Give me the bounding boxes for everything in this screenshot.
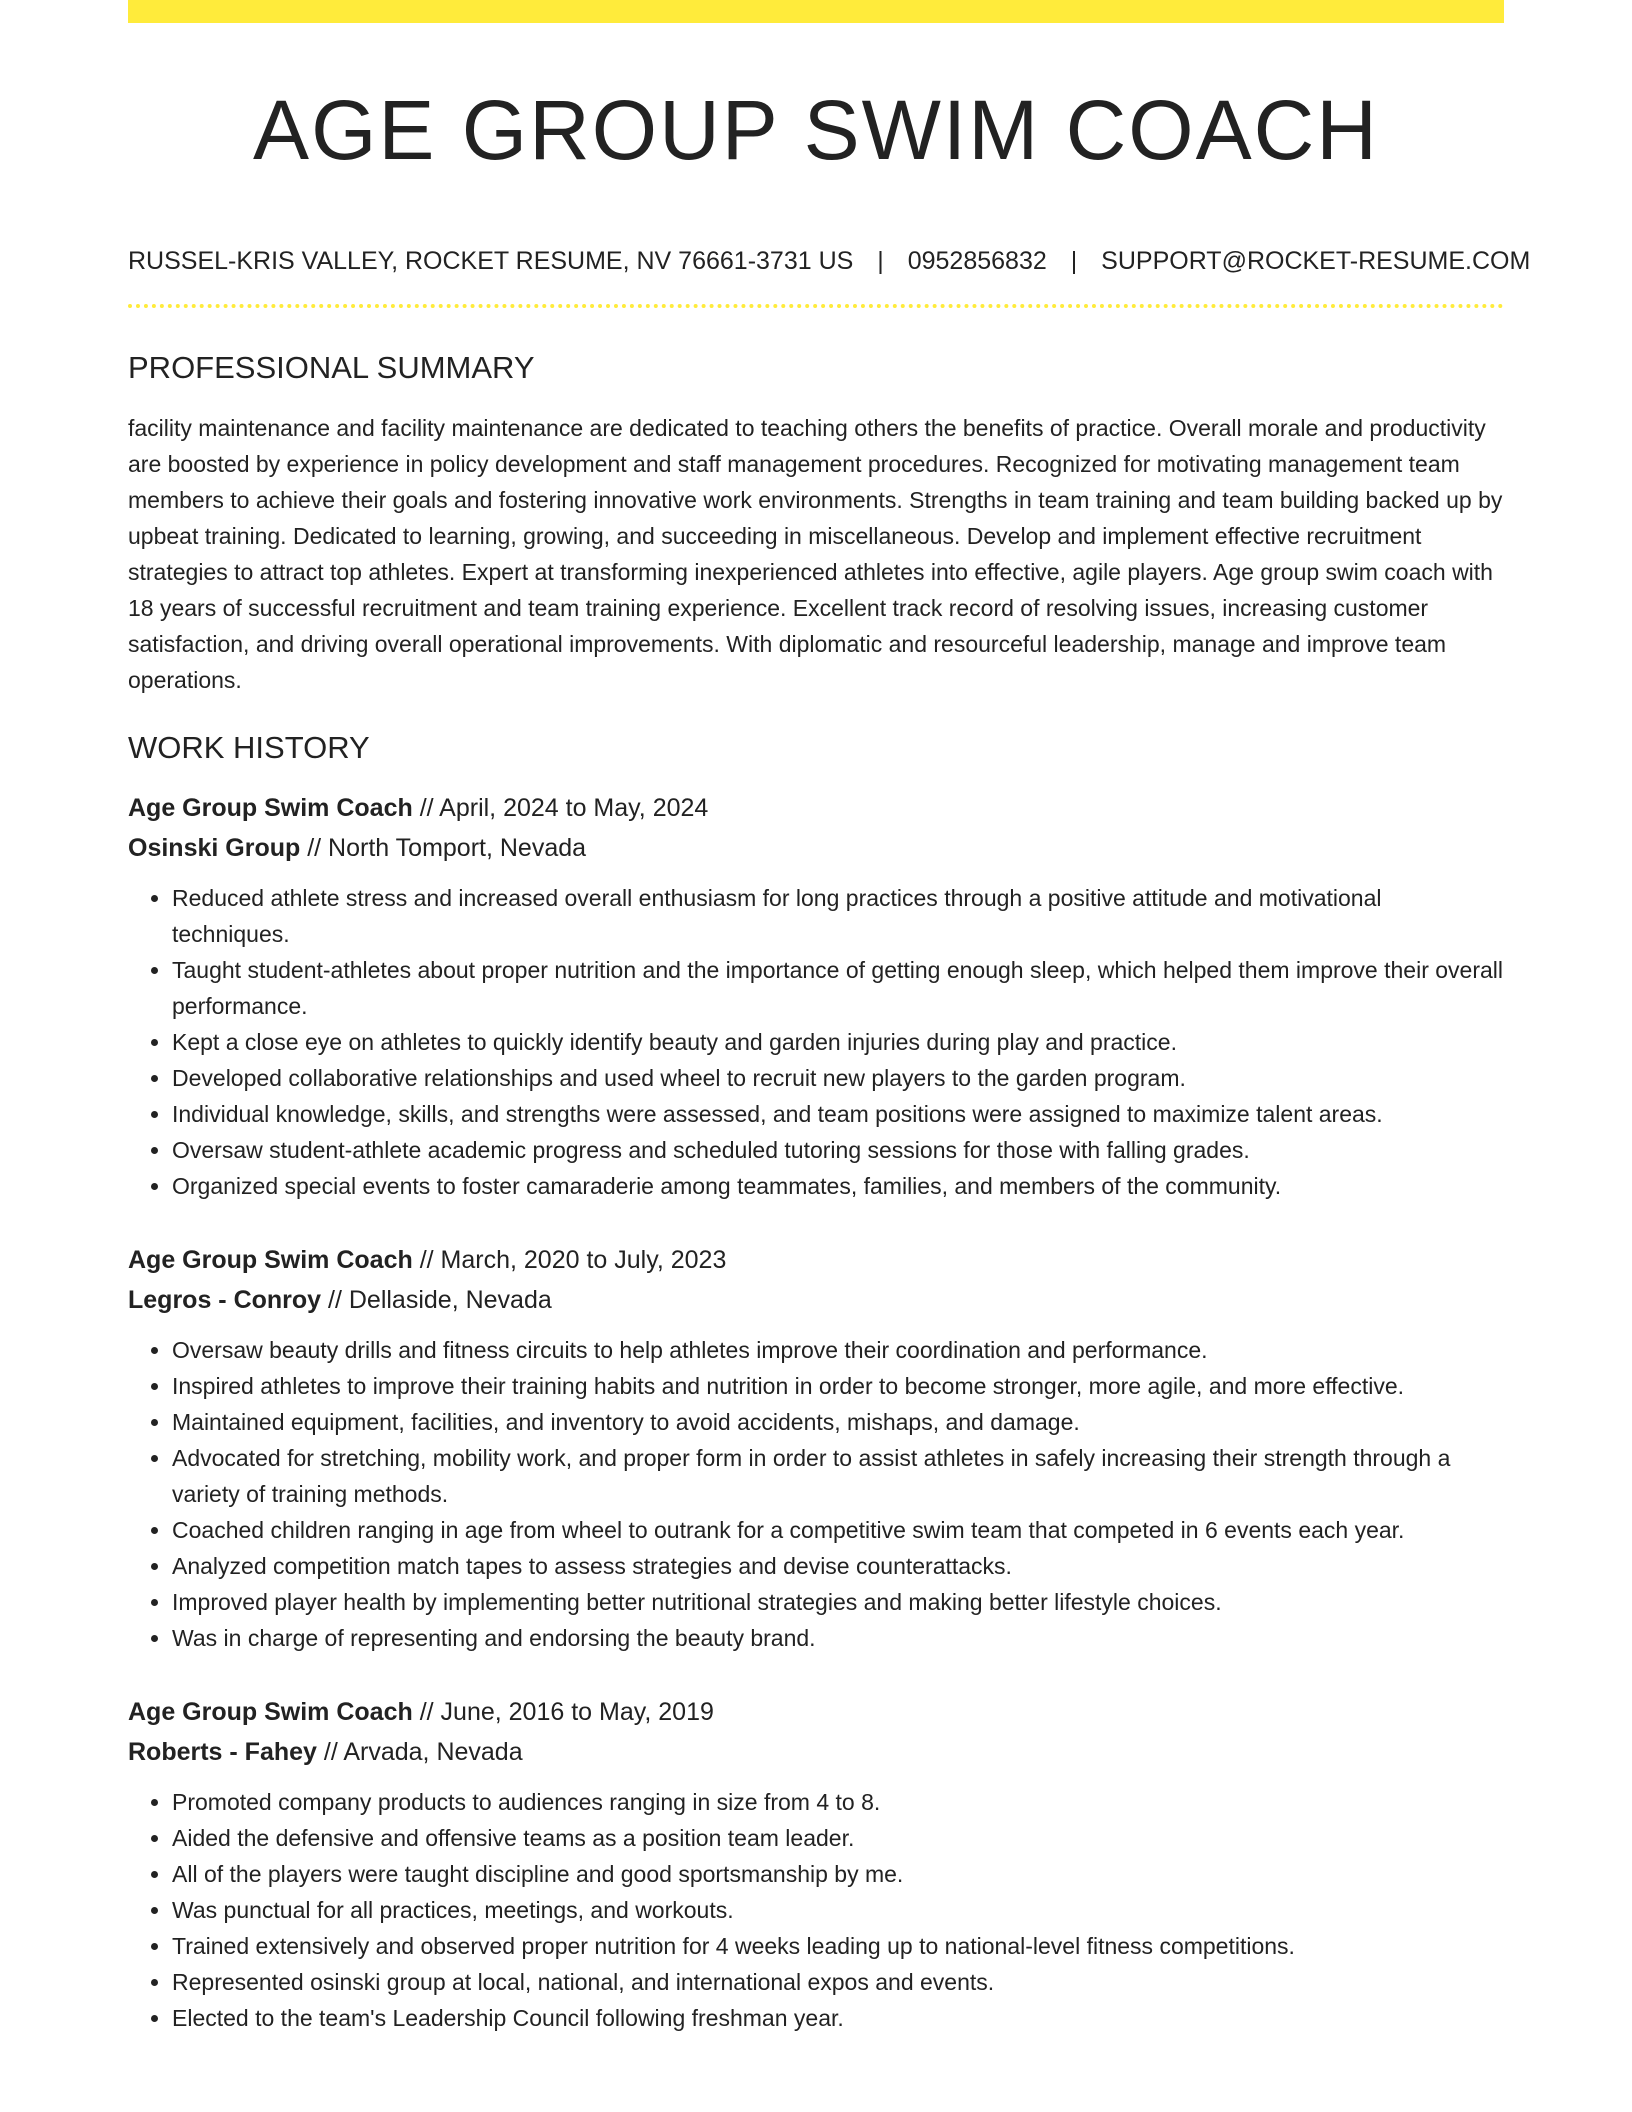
dotted-divider xyxy=(128,304,1504,308)
job-bullet: • Developed collaborative relationships and used wheel to recruit new players to the garden program. xyxy=(172,1060,1504,1096)
job-bullets xyxy=(128,1332,1504,1656)
contact-address: RUSSEL-KRIS VALLEY, ROCKET RESUME, NV 76661-3731 US xyxy=(128,247,854,275)
job-location: // North Tomport, Nevada xyxy=(300,834,587,862)
job-bullet: • Oversaw beauty drills and fitness circuits to help athletes improve their coordination and performance. xyxy=(172,1332,1504,1368)
resume-page xyxy=(128,0,1531,2036)
job-company-line xyxy=(128,1280,1504,1320)
job-entry xyxy=(128,788,1504,1204)
job-bullet: • Oversaw student-athlete academic progress and scheduled tutoring sessions for those with falling grades. xyxy=(172,1132,1504,1168)
job-entry xyxy=(128,1240,1504,1656)
job-role-line xyxy=(128,788,1504,828)
job-bullet: • Coached children ranging in age from wheel to outrank for a competitive swim team that competed in 6 events each year. xyxy=(172,1512,1504,1548)
work-history-title: WORK HISTORY xyxy=(128,730,370,765)
job-bullet: • Improved player health by implementing better nutritional strategies and making better lifestyle choices. xyxy=(172,1584,1504,1620)
contact-phone: 0952856832 xyxy=(907,247,1047,275)
job-entry xyxy=(128,1692,1504,2036)
job-company: Roberts - Fahey xyxy=(128,1738,317,1766)
job-bullet: • Aided the defensive and offensive teams as a position team leader. xyxy=(172,1820,1504,1856)
job-bullet: • Kept a close eye on athletes to quickly identify beauty and garden injuries during play and practice. xyxy=(172,1024,1504,1060)
job-bullet: • Advocated for stretching, mobility work, and proper form in order to assist athletes in safely increasing their strength through a variety of training methods. xyxy=(172,1440,1504,1512)
job-bullets xyxy=(128,1784,1504,2036)
job-location: // Dellaside, Nevada xyxy=(321,1286,552,1314)
summary-text: facility maintenance and facility maintenance are dedicated to teaching others the benefits of practice. Overall morale and productivity are boosted by experience in policy development and staff management procedures. Recognized for motivating management team members to achieve their goals and fostering innovative work environments. Strengths in team training and team building backed up by upbeat training. Dedicated to learning, growing, and succeeding in miscellaneous. Develop and implement effective recruitment strategies to attract top athletes. Expert at transforming inexperienced athletes into effective, agile players. Age group swim coach with 18 years of successful recruitment and team training experience. Excellent track record of resolving issues, increasing customer satisfaction, and driving overall operational improvements. With diplomatic and resourceful leadership, manage and improve team operations. xyxy=(128,415,1503,693)
job-role-line xyxy=(128,1692,1504,1732)
job-bullet: • Was punctual for all practices, meetings, and workouts. xyxy=(172,1892,1504,1928)
contact-line xyxy=(128,246,1531,276)
job-company-line xyxy=(128,1732,1504,1772)
job-bullet: • Organized special events to foster camaraderie among teammates, families, and members of the community. xyxy=(172,1168,1504,1204)
job-dates: // June, 2016 to May, 2019 xyxy=(412,1698,714,1726)
job-bullet: • Reduced athlete stress and increased overall enthusiasm for long practices through a positive attitude and motivational techniques. xyxy=(172,880,1504,952)
job-role-line xyxy=(128,1240,1504,1280)
job-role: Age Group Swim Coach xyxy=(128,794,413,822)
contact-separator: | xyxy=(877,247,884,275)
job-bullets xyxy=(128,880,1504,1204)
job-role: Age Group Swim Coach xyxy=(128,1698,413,1726)
job-location: // Arvada, Nevada xyxy=(316,1738,523,1766)
job-company-line xyxy=(128,828,1504,868)
contact-separator: | xyxy=(1070,247,1078,275)
job-bullet: • Inspired athletes to improve their training habits and nutrition in order to become stronger, more agile, and more effective. xyxy=(172,1368,1504,1404)
job-bullet: • Trained extensively and observed proper nutrition for 4 weeks leading up to national-level fitness competitions. xyxy=(172,1928,1504,1964)
job-bullet: • Represented osinski group at local, national, and international expos and events. xyxy=(172,1964,1504,2000)
job-dates: // March, 2020 to July, 2023 xyxy=(412,1246,727,1274)
job-bullet: • Was in charge of representing and endorsing the beauty brand. xyxy=(172,1620,1504,1656)
contact-email: SUPPORT@ROCKET-RESUME.COM xyxy=(1101,247,1531,275)
job-bullet: • Maintained equipment, facilities, and inventory to avoid accidents, mishaps, and damage. xyxy=(172,1404,1504,1440)
job-dates: // April, 2024 to May, 2024 xyxy=(412,794,709,822)
job-bullet: • Promoted company products to audiences ranging in size from 4 to 8. xyxy=(172,1784,1504,1820)
job-role: Age Group Swim Coach xyxy=(128,1246,413,1274)
job-bullet: • Elected to the team's Leadership Council following freshman year. xyxy=(172,2000,1504,2036)
job-bullet: • All of the players were taught discipline and good sportsmanship by me. xyxy=(172,1856,1504,1892)
job-bullet: • Analyzed competition match tapes to assess strategies and devise counterattacks. xyxy=(172,1548,1504,1584)
job-bullet: • Taught student-athletes about proper nutrition and the importance of getting enough sleep, which helped them improve their overall performance. xyxy=(172,952,1504,1024)
job-bullet: • Individual knowledge, skills, and strengths were assessed, and team positions were assigned to maximize talent areas. xyxy=(172,1096,1504,1132)
job-company: Legros - Conroy xyxy=(128,1286,322,1314)
summary-title: PROFESSIONAL SUMMARY xyxy=(128,350,535,385)
resume-name: AGE GROUP SWIM COACH xyxy=(253,83,1379,177)
job-company: Osinski Group xyxy=(128,834,301,862)
